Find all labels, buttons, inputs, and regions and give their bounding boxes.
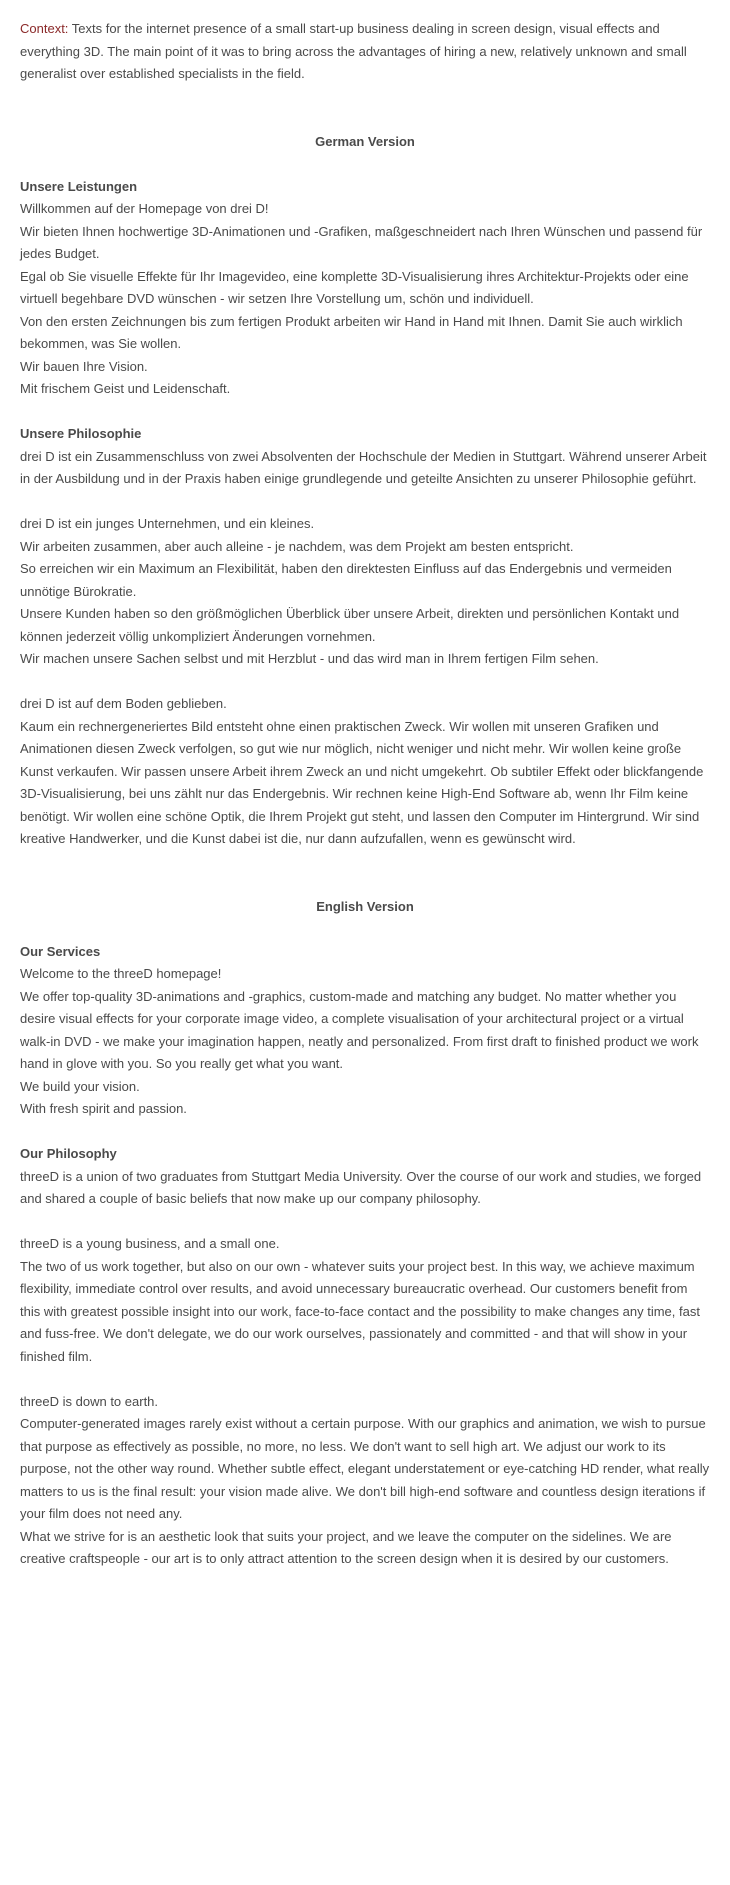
german-services-line: Willkommen auf der Homepage von drei D!	[20, 201, 269, 216]
german-services-heading: Unsere Leistungen	[20, 178, 138, 194]
german-philosophy-heading: Unsere Philosophie	[20, 426, 142, 441]
english-philosophy-intro: threeD is a union of two graduates from Stuttgart Media University. Over the course of our work and studies, we forged and shared a couple of basic beliefs that now make up our company philosophy.	[20, 1168, 702, 1206]
german-philosophy-line: Wir machen unsere Sachen selbst und mit Herzblut - und das wird man in Ihrem fertigen Film sehen.	[20, 651, 599, 666]
english-services-line: We build your vision.	[20, 1078, 140, 1094]
german-philosophy-line: So erreichen wir ein Maximum an Flexibilität, haben den direktesten Einfluss auf das Endergebnis und vermeiden unnötige Bürokratie.	[20, 561, 672, 599]
german-philosophy-line: Wir arbeiten zusammen, aber auch alleine - je nachdem, was dem Projekt am besten entspricht.	[20, 538, 574, 554]
context-text: Texts for the internet presence of a small start-up business dealing in screen design, visual effects and everything 3D. The main point of it was to bring across the advantages of hiring a new, relatively unknown and small generalist over established specialists in the field.	[20, 21, 687, 81]
german-services-line: Egal ob Sie visuelle Effekte für Ihr Imagevideo, eine komplette 3D-Visualisierung ihres Architektur-Projekts oder eine virtuell begehbare DVD wünschen - wir setzen Ihre Vorstellung um, schön und individuell.	[20, 268, 689, 306]
english-services-line: Welcome to the threeD homepage!	[20, 966, 222, 981]
english-services-heading: Our Services	[20, 943, 101, 959]
english-philosophy-line: The two of us work together, but also on our own - whatever suits your project best. In this way, we achieve maximum flexibility, immediate control over results, and avoid unnecessary bureaucratic overhead. Our customers benefit from this with greatest possible insight into our work, face-to-face contact and the possibility to make changes any time, fast and fuss-free. We don't delegate, we do our work ourselves, passionately and committed - and that will show in your finished film.	[20, 1258, 700, 1364]
german-philosophy-line: Unsere Kunden haben so den größmöglichen Überblick über unsere Arbeit, direkten und persönlichen Kontakt und können jederzeit völlig unkompliziert Änderungen vornehmen.	[20, 606, 680, 644]
german-philosophy-intro: drei D ist ein Zusammenschluss von zwei Absolventen der Hochschule der Medien in Stuttgart. Während unserer Arbeit in der Ausbildung und in der Praxis haben einige grundlegende und geteilte Ansichten zu unserer Philosophie geführt.	[20, 448, 707, 486]
english-philosophy-heading: Our Philosophy	[20, 1146, 117, 1161]
german-services-line: Mit frischem Geist und Leidenschaft.	[20, 381, 231, 396]
english-philosophy-line: What we strive for is an aesthetic look that suits your project, and we leave the computer on the sidelines. We are creative craftspeople - our art is to only attract attention to the screen design when it is desired by our customers.	[20, 1528, 672, 1566]
english-version-title: English Version	[316, 898, 414, 914]
english-philosophy-line: threeD is a young business, and a small one.	[20, 1236, 280, 1251]
context-label: Context:	[20, 21, 69, 36]
german-services-line: Wir bauen Ihre Vision.	[20, 358, 148, 374]
english-services-line: With fresh spirit and passion.	[20, 1101, 187, 1116]
german-philosophy-line: drei D ist auf dem Boden geblieben.	[20, 696, 227, 711]
german-version-title: German Version	[315, 133, 415, 149]
english-philosophy-line: threeD is down to earth.	[20, 1393, 159, 1409]
german-services-line: Wir bieten Ihnen hochwertige 3D-Animationen und -Grafiken, maßgeschneidert nach Ihren Wünschen und passend für jedes Budget.	[20, 223, 703, 261]
german-philosophy-line: drei D ist ein junges Unternehmen, und ein kleines.	[20, 516, 315, 531]
german-philosophy-line: Kaum ein rechnergeneriertes Bild entsteht ohne einen praktischen Zweck. Wir wollen mit unseren Grafiken und Animationen diesen Zweck verfolgen, so gut wie nur möglich, nicht weniger und nicht mehr. Wir wollen keine große Kunst verkaufen. Wir passen unsere Arbeit ihrem Zweck an und nicht umgekehrt. Ob subtiler Effekt oder blickfangende 3D-Visualisierung, bei uns zählt nur das Endergebnis. Wir rechnen keine High-End Software ab, wenn Ihr Film keine benötigt. Wir wollen eine schöne Optik, die Ihrem Projekt gut steht, und lassen den Computer im Hintergrund. Wir sind kreative Handwerker, und die Kunst dabei ist die, nur dann aufzufallen, wenn es gewünscht wird.	[20, 718, 704, 846]
german-services-line: Von den ersten Zeichnungen bis zum fertigen Produkt arbeiten wir Hand in Hand mit Ihnen. Damit Sie auch wirklich bekommen, was Sie wollen.	[20, 313, 683, 351]
english-services-line: We offer top-quality 3D-animations and -graphics, custom-made and matching any budget. No matter whether you desire visual effects for your corporate image video, a complete visualisation of your architectural project or a virtual walk-in DVD - we make your imagination happen, neatly and personalized. From first draft to finished product we work hand in glove with you. So you really get what you want.	[20, 988, 699, 1071]
context-paragraph	[20, 18, 710, 86]
english-philosophy-line: Computer-generated images rarely exist without a certain purpose. With our graphics and animation, we wish to pursue that purpose as effectively as possible, no more, no less. We don't want to sell high art. We adjust our work to its purpose, not the other way round. Whether subtle effect, elegant understatement or eye-catching HD render, what really matters to us is the final result: your vision made alive. We don't bill high-end software and countless design iterations if your film does not need any.	[20, 1416, 710, 1521]
